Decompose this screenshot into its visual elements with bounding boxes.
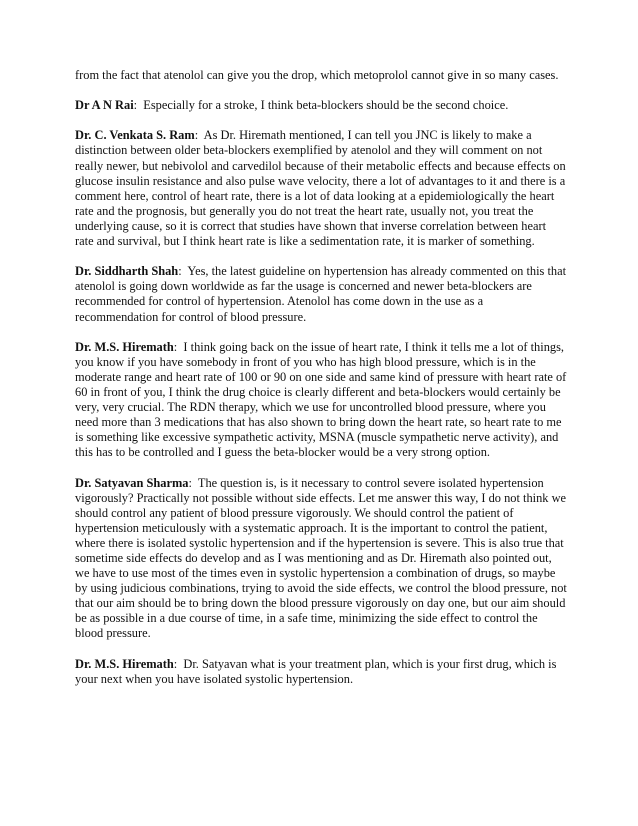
transcript-paragraph: Dr A N Rai: Especially for a stroke, I think beta-blockers should be the second choice. — [75, 98, 509, 113]
speaker-name: Dr. C. Venkata S. Ram — [75, 128, 195, 143]
paragraph-text: Yes, the latest guideline on hypertension has already commented on this that atenolol is going down worldwide as far the usage is concerned and newer beta-blockers are recommended for control of hypertension. Atenolol has come down in the use as a recommendation for control of blood pressure. — [75, 264, 567, 324]
paragraph-text: from the fact that atenolol can give you the drop, which metoprolol cannot give in so many cases. — [75, 68, 559, 82]
speaker-name: Dr A N Rai — [75, 98, 134, 113]
transcript-paragraph: Dr. Satyavan Sharma: The question is, is it necessary to control severe isolated hypertension vigorously? Practically not possible without side effects. Let me answer this way, I do not think we should control any patient of blood pressure vigorously. We should control the patient of hypertension meticulously with a systematic approach. It is the important to control the patient, where there is isolated systolic hypertension and if the hypertension is severe. This is also true that sometime side effects do develop and as I was mentioning and as Dr. Hiremath also pointed out, we have to use most of the times even in systolic hypertension a combination of drugs, so maybe by using judicious combinations, trying to avoid the side effects, we control the blood pressure, not that our aim should be to bring down the blood pressure vigorously on day one, but our aim should be as possible in a due course of time, in a safe time, minimizing the side effect to control the blood pressure. — [75, 475, 567, 641]
transcript-paragraph — [75, 68, 567, 83]
paragraph-text: Dr. Satyavan what is your treatment plan, which is your first drug, which is your next when you have isolated systolic hypertension. — [75, 656, 557, 686]
paragraph-text: The question is, is it necessary to control severe isolated hypertension vigorously? Practically not possible without side effects. Let me answer this way, I do not think we should control any patient of blood pressure vigorously. We should control the patient of hypertension meticulously with a systematic approach. It is the important to control the patient, where there is isolated systolic hypertension and if the hypertension is severe. This is also true that sometime side effects do develop and as I was mentioning and as Dr. Hiremath also pointed out, we have to use most of the times even in systolic hypertension a combination of drugs, so maybe by using judicious combinations, trying to avoid the side effects, we control the blood pressure, not that our aim should be to bring down the blood pressure vigorously on day one, but our aim should be as possible in a due course of time, in a safe time, minimizing the side effect to control the blood pressure. — [75, 475, 567, 641]
transcript-page — [75, 68, 567, 702]
speaker-name: Dr. Satyavan Sharma — [75, 475, 189, 490]
transcript-paragraph: Dr. C. Venkata S. Ram: As Dr. Hiremath mentioned, I can tell you JNC is likely to make a distinction between older beta-blockers exemplified by atenolol and they will comment on not really newer, but nebivolol and carvedilol because of their metabolic effects and because effects on glucose insulin resistance and also pulse wave velocity, there a lot of advantages to it and there is a comment here, control of heart rate, there is a lot of data looking at a epidemiologically the heart rate and the prognosis, but generally you do not treat the heart rate, usually not, you treat the underlying cause, so it is correct that studies have shown that inverse correlation between heart rate and survival, but I think heart rate is like a sedimentation rate, it is marker of something. — [75, 128, 566, 249]
speaker-name: Dr. M.S. Hiremath — [75, 656, 174, 671]
paragraph-text: I think going back on the issue of heart rate, I think it tells me a lot of things, you know if you have somebody in front of you who has high blood pressure, which is in the moderate range and heart rate of 100 or 90 on one side and same kind of pressure with heart rate of 60 in front of you, I think the drug choice is clearly different and beta-blockers would certainly be very, very crucial. The RDN therapy, which we use for uncontrolled blood pressure, where you need more than 3 medications that has also shown to bring down the heart rate, so heart rate to me is something like excessive sympathetic activity, MSNA (muscle sympathetic nerve activity), and this has to be controlled and I guess the beta-blocker would be a very strong option. — [75, 339, 567, 460]
paragraph-text: As Dr. Hiremath mentioned, I can tell you JNC is likely to make a distinction between older beta-blockers exemplified by atenolol and they will comment on not really newer, but nebivolol and carvedilol because of their metabolic effects and because effects on glucose insulin resistance and also pulse wave velocity, there a lot of advantages to it and there is a comment here, control of heart rate, there is a lot of data looking at a epidemiologically the heart rate and the prognosis, but generally you do not treat the heart rate, usually not, you treat the underlying cause, so it is correct that studies have shown that inverse correlation between heart rate and survival, but I think heart rate is like a sedimentation rate, it is marker of something. — [75, 128, 566, 249]
transcript-paragraph: Dr. Siddharth Shah: Yes, the latest guideline on hypertension has already commented on this that atenolol is going down worldwide as far the usage is concerned and newer beta-blockers are recommended for control of hypertension. Atenolol has come down in the use as a recommendation for control of blood pressure. — [75, 264, 567, 324]
transcript-paragraph: Dr. M.S. Hiremath: Dr. Satyavan what is your treatment plan, which is your first drug, which is your next when you have isolated systolic hypertension. — [75, 656, 557, 686]
speaker-name: Dr. M.S. Hiremath — [75, 339, 174, 354]
speaker-name: Dr. Siddharth Shah — [75, 264, 179, 279]
transcript-paragraph: Dr. M.S. Hiremath: I think going back on the issue of heart rate, I think it tells me a lot of things, you know if you have somebody in front of you who has high blood pressure, which is in the moderate range and heart rate of 100 or 90 on one side and same kind of pressure with heart rate of 60 in front of you, I think the drug choice is clearly different and beta-blockers would certainly be very, very crucial. The RDN therapy, which we use for uncontrolled blood pressure, where you need more than 3 medications that has also shown to bring down the heart rate, so heart rate to me is something like excessive sympathetic activity, MSNA (muscle sympathetic nerve activity), and this has to be controlled and I guess the beta-blocker would be a very strong option. — [75, 339, 567, 460]
paragraph-text: Especially for a stroke, I think beta-blockers should be the second choice. — [143, 98, 509, 113]
